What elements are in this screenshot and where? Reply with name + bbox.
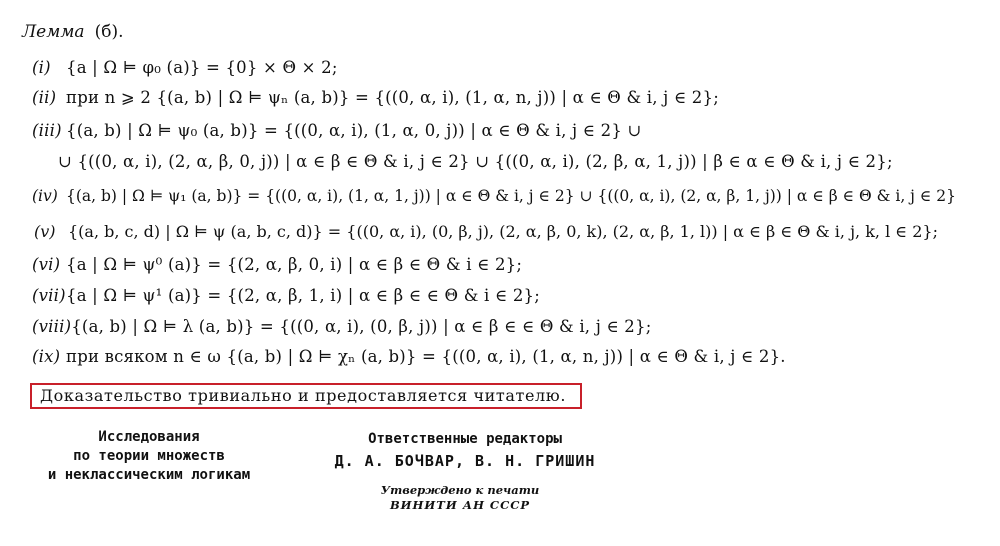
lemma-title: Лемма: [22, 22, 85, 42]
item-formula: при n ⩾ 2 {(a, b) | Ω ⊨ ψₙ (a, b)} = {((0, α, i), (1, α, n, j)) | α ∈ Θ & i, j ∈ 2};: [66, 88, 719, 107]
item-formula: {(a, b, c, d) | Ω ⊨ ψ (a, b, c, d)} = {((0, α, i), (0, β, j), (2, α, β, 0, k), (2, α, β, 1, l)) | α ∈ β ∈ Θ & i, j, k, l ∈ 2};: [68, 222, 938, 241]
item-formula: {a | Ω ⊨ ψ¹ (a)} = {(2, α, β, 1, i) | α ∈ β ∈ ∈ Θ & i ∈ 2};: [66, 286, 540, 305]
lemma-item-v: [34, 222, 938, 241]
item-number: (viii): [32, 317, 72, 336]
series-title-line: по теории множеств: [73, 448, 225, 464]
lemma-item-viii: [32, 317, 651, 336]
item-number: (vii): [32, 286, 66, 305]
editors-block: [300, 428, 630, 472]
item-number: (iv): [32, 187, 58, 205]
item-formula: {a | Ω ⊨ φ₀ (a)} = {0} × Θ × 2;: [66, 58, 338, 77]
item-number: (v): [34, 222, 56, 241]
item-formula: ∪ {((0, α, i), (2, α, β, 0, j)) | α ∈ β ∈ Θ & i, j ∈ 2} ∪ {((0, α, i), (2, β, α, 1, j)) | β ∈ α ∈ Θ & i, j ∈ 2};: [58, 152, 893, 171]
lemma-item-iv: [32, 187, 956, 205]
item-number: (i): [32, 58, 51, 77]
item-number: (ii): [32, 88, 57, 107]
lemma-heading: [22, 22, 123, 42]
item-number: (vi): [32, 255, 61, 274]
lemma-item-ix: [32, 347, 786, 366]
item-formula: {(a, b) | Ω ⊨ λ (a, b)} = {((0, α, i), (0, β, j)) | α ∈ β ∈ ∈ Θ & i, j ∈ 2};: [71, 317, 652, 336]
lemma-item-i: [32, 58, 338, 77]
lemma-item-ii: [32, 88, 719, 107]
item-formula: при всяком n ∈ ω {(a, b) | Ω ⊨ χₙ (a, b)} = {((0, α, i), (1, α, n, j)) | α ∈ Θ & i, j ∈ 2}.: [66, 347, 786, 366]
series-title: [40, 428, 258, 485]
editors-names: Д. А. БОЧВАР, В. Н. ГРИШИН: [334, 452, 596, 470]
item-formula: {(a, b) | Ω ⊨ ψ₁ (a, b)} = {((0, α, i), (1, α, 1, j)) | α ∈ Θ & i, j ∈ 2} ∪ {((0, α, i), (2, α, β, 1, j)) | α ∈ β ∈ Θ & i, j ∈ 2}: [66, 187, 957, 205]
item-formula: {(a, b) | Ω ⊨ ψ₀ (a, b)} = {((0, α, i), (1, α, 0, j)) | α ∈ Θ & i, j ∈ 2} ∪: [66, 121, 642, 140]
lemma-item-iii-continuation: [58, 152, 893, 171]
item-number: (iii): [32, 121, 62, 140]
lemma-arg: (б).: [94, 22, 124, 42]
lemma-item-iii: [32, 121, 642, 140]
approval-text: Утверждено к печати: [380, 483, 540, 497]
series-title-line: Исследования: [98, 429, 200, 445]
editors-label: Ответственные редакторы: [368, 431, 562, 447]
item-number: (ix): [32, 347, 61, 366]
item-formula: {a | Ω ⊨ ψ⁰ (a)} = {(2, α, β, 0, i) | α ∈ β ∈ Θ & i ∈ 2};: [66, 255, 523, 274]
series-title-line: и неклассическим логикам: [47, 467, 251, 483]
approval-org: ВИНИТИ АН СССР: [389, 498, 531, 512]
print-approval: [360, 483, 560, 513]
lemma-item-vii: [32, 286, 540, 305]
proof-statement: Доказательство тривиально и предоставляется читателю.: [40, 386, 567, 405]
lemma-item-vi: [32, 255, 522, 274]
